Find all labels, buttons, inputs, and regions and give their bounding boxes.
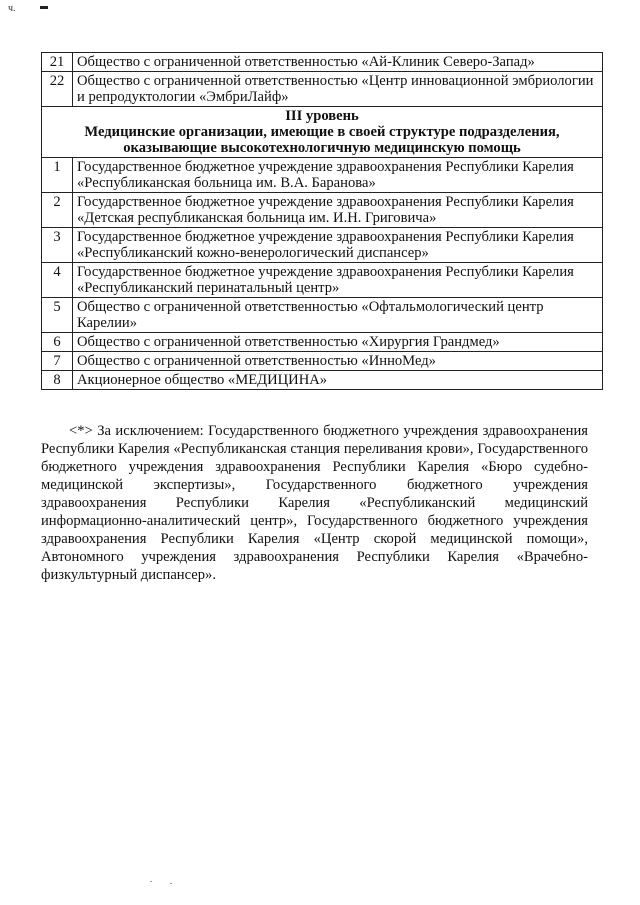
scan-corner-mark: ч. (8, 3, 16, 14)
row-number: 2 (42, 193, 73, 228)
section-title: III уровень (285, 108, 359, 124)
organization-name: Общество с ограниченной ответственностью «Офтальмологический центр Карелии» (73, 298, 603, 333)
row-number: 6 (42, 333, 73, 352)
organization-name: Акционерное общество «МЕДИЦИНА» (73, 371, 603, 390)
row-number: 8 (42, 371, 73, 390)
organization-name: Государственное бюджетное учреждение здравоохранения Республики Карелия «Детская республиканская больница им. И.Н. Григовича» (73, 193, 603, 228)
row-number: 4 (42, 263, 73, 298)
table-row (42, 263, 603, 298)
table-row (42, 72, 603, 107)
table-row (42, 228, 603, 263)
table-row (42, 352, 603, 371)
row-number: 22 (42, 72, 73, 107)
table-row (42, 193, 603, 228)
organization-name: Общество с ограниченной ответственностью «ИнноМед» (73, 352, 603, 371)
section-subtitle: Медицинские организации, имеющие в своей структуре подразделения, оказывающие высокотехнологичную медицинскую помощь (84, 124, 560, 156)
scan-speck-mark (40, 6, 48, 9)
table-row (42, 333, 603, 352)
organization-name: Государственное бюджетное учреждение здравоохранения Республики Карелия «Республиканский перинатальный центр» (73, 263, 603, 298)
organization-name: Государственное бюджетное учреждение здравоохранения Республики Карелия «Республиканская больница им. В.А. Баранова» (73, 158, 603, 193)
organization-name: Общество с ограниченной ответственностью «Ай-Клиник Северо-Запад» (73, 53, 603, 72)
scan-speck-mark (170, 883, 172, 884)
organization-name: Общество с ограниченной ответственностью «Центр инновационной эмбриологии и репродуктологии «ЭмбриЛайф» (73, 72, 603, 107)
organization-name: Государственное бюджетное учреждение здравоохранения Республики Карелия «Республиканский кожно-венерологический диспансер» (73, 228, 603, 263)
row-number: 1 (42, 158, 73, 193)
row-number: 21 (42, 53, 73, 72)
section-heading-row (42, 107, 603, 158)
row-number: 7 (42, 352, 73, 371)
scan-speck-mark (150, 881, 152, 882)
row-number: 3 (42, 228, 73, 263)
section-heading (42, 107, 603, 158)
footnote-paragraph: <*> За исключением: Государственного бюджетного учреждения здравоохранения Республики Карелия «Республиканская станция переливания крови», Государственного бюджетного учреждения здравоохранения Республики Карелия «Бюро судебно-медицинской экспертизы», Государственного бюджетного учреждения здравоохранения Республики Карелия «Республиканский медицинский информационно-аналитический центр», Государственного бюджетного учреждения здравоохранения Республики Карелия «Центр скорой медицинской помощи», Автономного учреждения здравоохранения Республики Карелия «Врачебно-физкультурный диспансер». (41, 423, 588, 583)
organization-name: Общество с ограниченной ответственностью «Хирургия Грандмед» (73, 333, 603, 352)
table-row (42, 158, 603, 193)
table-row (42, 53, 603, 72)
table-row (42, 298, 603, 333)
organizations-table (41, 52, 603, 390)
table-row (42, 371, 603, 390)
row-number: 5 (42, 298, 73, 333)
